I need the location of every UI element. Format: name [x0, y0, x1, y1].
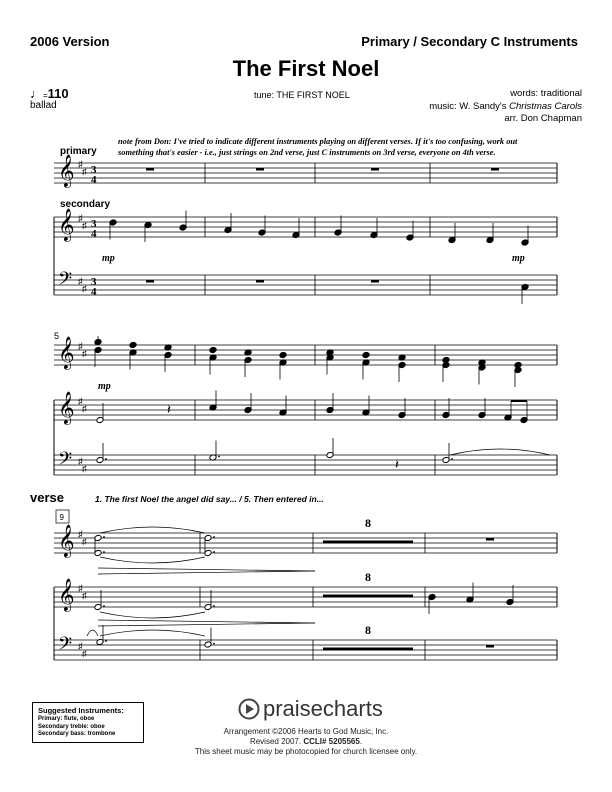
notehead	[209, 347, 217, 354]
whole-rest-icon	[371, 168, 379, 171]
quarter-rest-icon: 𝄽	[395, 458, 399, 473]
slur	[100, 557, 205, 563]
sharp-icon: ♯	[82, 536, 87, 547]
sharp-icon: ♯	[82, 166, 87, 177]
multi-measure-rest	[323, 648, 413, 651]
copyright: Arrangement ©2006 Hearts to God Music, Inc.	[223, 727, 389, 736]
verse-text: 1. The first Noel the angel did say... / 5. Then entered in...	[95, 494, 324, 504]
measure-number: 9	[59, 513, 64, 522]
dot	[213, 643, 215, 645]
revised-line	[150, 737, 462, 747]
slur	[87, 630, 98, 636]
music-source: Christmas Carols	[509, 100, 582, 112]
notehead	[129, 342, 137, 349]
dot	[103, 605, 105, 607]
dynamic-mp: mp	[512, 253, 525, 264]
sharp-icon: ♯	[78, 456, 83, 466]
verse-label: verse	[30, 490, 64, 505]
words-credit: words: traditional	[510, 88, 582, 99]
time-signature-top: 3	[91, 164, 97, 176]
version-label: 2006 Version	[30, 34, 110, 49]
slur	[100, 612, 205, 618]
multi-rest-count: 8	[365, 516, 371, 530]
multi-rest-count: 8	[365, 623, 371, 637]
instrument-label: Primary / Secondary C Instruments	[361, 34, 578, 49]
sharp-icon: ♯	[78, 529, 83, 539]
footer	[150, 727, 462, 757]
sharp-icon: ♯	[78, 213, 83, 223]
sharp-icon: ♯	[82, 220, 87, 231]
tempo-equals: =	[43, 91, 48, 100]
whole-rest-icon	[486, 645, 494, 648]
treble-clef-icon: 𝄞	[58, 524, 75, 557]
whole-rest-icon	[256, 280, 264, 283]
sharp-icon: ♯	[82, 648, 87, 659]
revised: Revised 2007.	[249, 737, 304, 746]
whole-rest-icon	[146, 280, 154, 283]
license: This sheet music may be photocopied for church licensee only.	[194, 747, 418, 756]
treble-clef-icon: 𝄞	[58, 336, 75, 369]
quarter-rest-icon: 𝄽	[167, 403, 171, 418]
dot	[103, 551, 105, 553]
slur	[100, 527, 205, 533]
sharp-icon: ♯	[82, 283, 87, 294]
sharp-icon: ♯	[78, 159, 83, 169]
page-title: The First Noel	[232, 56, 380, 81]
suggested-instruments-box	[32, 702, 144, 743]
sharp-icon: ♯	[78, 641, 83, 651]
arranger-credit: arr. Don Chapman	[504, 113, 582, 124]
suggested-heading: Suggested Instruments:	[38, 706, 124, 715]
treble-clef-icon: 𝄞	[58, 391, 75, 424]
bass-clef-icon: 𝄢	[58, 634, 73, 659]
note-line: something that's easier - i.e., just strings on 2nd verse, just C instruments on 3rd verse, everyone on 4th verse.	[118, 148, 496, 157]
whole-rest-icon	[491, 168, 499, 171]
diminuendo-hairpin	[98, 620, 315, 623]
dot	[105, 640, 107, 642]
ccli-end: .	[359, 737, 363, 746]
diminuendo-hairpin	[98, 623, 315, 626]
time-signature-top: 3	[91, 218, 97, 230]
whole-rest-icon	[371, 280, 379, 283]
dot	[103, 536, 105, 538]
suggested-line: Secondary treble: oboe	[38, 723, 105, 730]
ccli-number: CCLI# 5205565	[303, 737, 360, 746]
sharp-icon: ♯	[78, 341, 83, 351]
primary-label: primary	[60, 146, 97, 157]
tempo-value: 110	[47, 86, 69, 101]
whole-rest-icon	[486, 538, 494, 541]
play-circle-icon	[238, 698, 260, 720]
treble-clef-icon: 𝄞	[58, 578, 75, 611]
multi-rest-count: 8	[365, 570, 371, 584]
music-prefix: music: W. Sandy's	[429, 100, 510, 112]
time-signature-bottom: 4	[91, 228, 97, 240]
sharp-icon: ♯	[78, 396, 83, 406]
logo-text: praisecharts	[263, 696, 383, 721]
treble-clef-icon: 𝄞	[58, 154, 75, 187]
dot	[105, 458, 107, 460]
dot	[218, 456, 220, 458]
notehead	[279, 352, 287, 359]
quarter-note-icon: ♩	[30, 86, 43, 101]
dot	[213, 605, 215, 607]
sharp-icon: ♯	[78, 276, 83, 286]
diminuendo-hairpin	[98, 571, 315, 574]
dynamic-mp: mp	[102, 253, 115, 264]
multi-measure-rest	[323, 595, 413, 598]
measure-number: 5	[54, 331, 60, 341]
whole-rest-icon	[256, 168, 264, 171]
tune-label: tune: THE FIRST NOEL	[254, 90, 350, 100]
dot	[451, 458, 453, 460]
note-line: note from Don: I've tried to indicate different instruments playing on different verses. If it's too confusing, work out	[118, 137, 518, 146]
style-label: ballad	[30, 100, 57, 111]
time-signature-bottom: 4	[91, 174, 97, 186]
time-signature-top: 3	[91, 276, 97, 288]
sharp-icon: ♯	[82, 348, 87, 359]
treble-clef-icon: 𝄞	[58, 208, 75, 241]
whole-rest-icon	[146, 168, 154, 171]
time-signature-bottom: 4	[91, 286, 97, 298]
multi-measure-rest	[323, 541, 413, 544]
sharp-icon: ♯	[78, 583, 83, 593]
bass-clef-icon: 𝄢	[58, 449, 73, 474]
suggested-line: Secondary bass: trombone	[38, 731, 116, 737]
slur	[450, 449, 550, 455]
diminuendo-hairpin	[98, 568, 315, 571]
sharp-icon: ♯	[82, 403, 87, 414]
bass-clef-icon: 𝄢	[58, 269, 73, 294]
notehead	[362, 352, 370, 359]
dynamic-mp: mp	[98, 381, 111, 392]
sharp-icon: ♯	[82, 463, 87, 474]
dot	[213, 536, 215, 538]
dot	[213, 551, 215, 553]
sharp-icon: ♯	[82, 590, 87, 601]
suggested-line: Primary: flute, oboe	[38, 716, 95, 722]
praisecharts-logo	[238, 696, 383, 722]
slur	[100, 630, 205, 636]
secondary-label: secondary	[60, 199, 111, 210]
